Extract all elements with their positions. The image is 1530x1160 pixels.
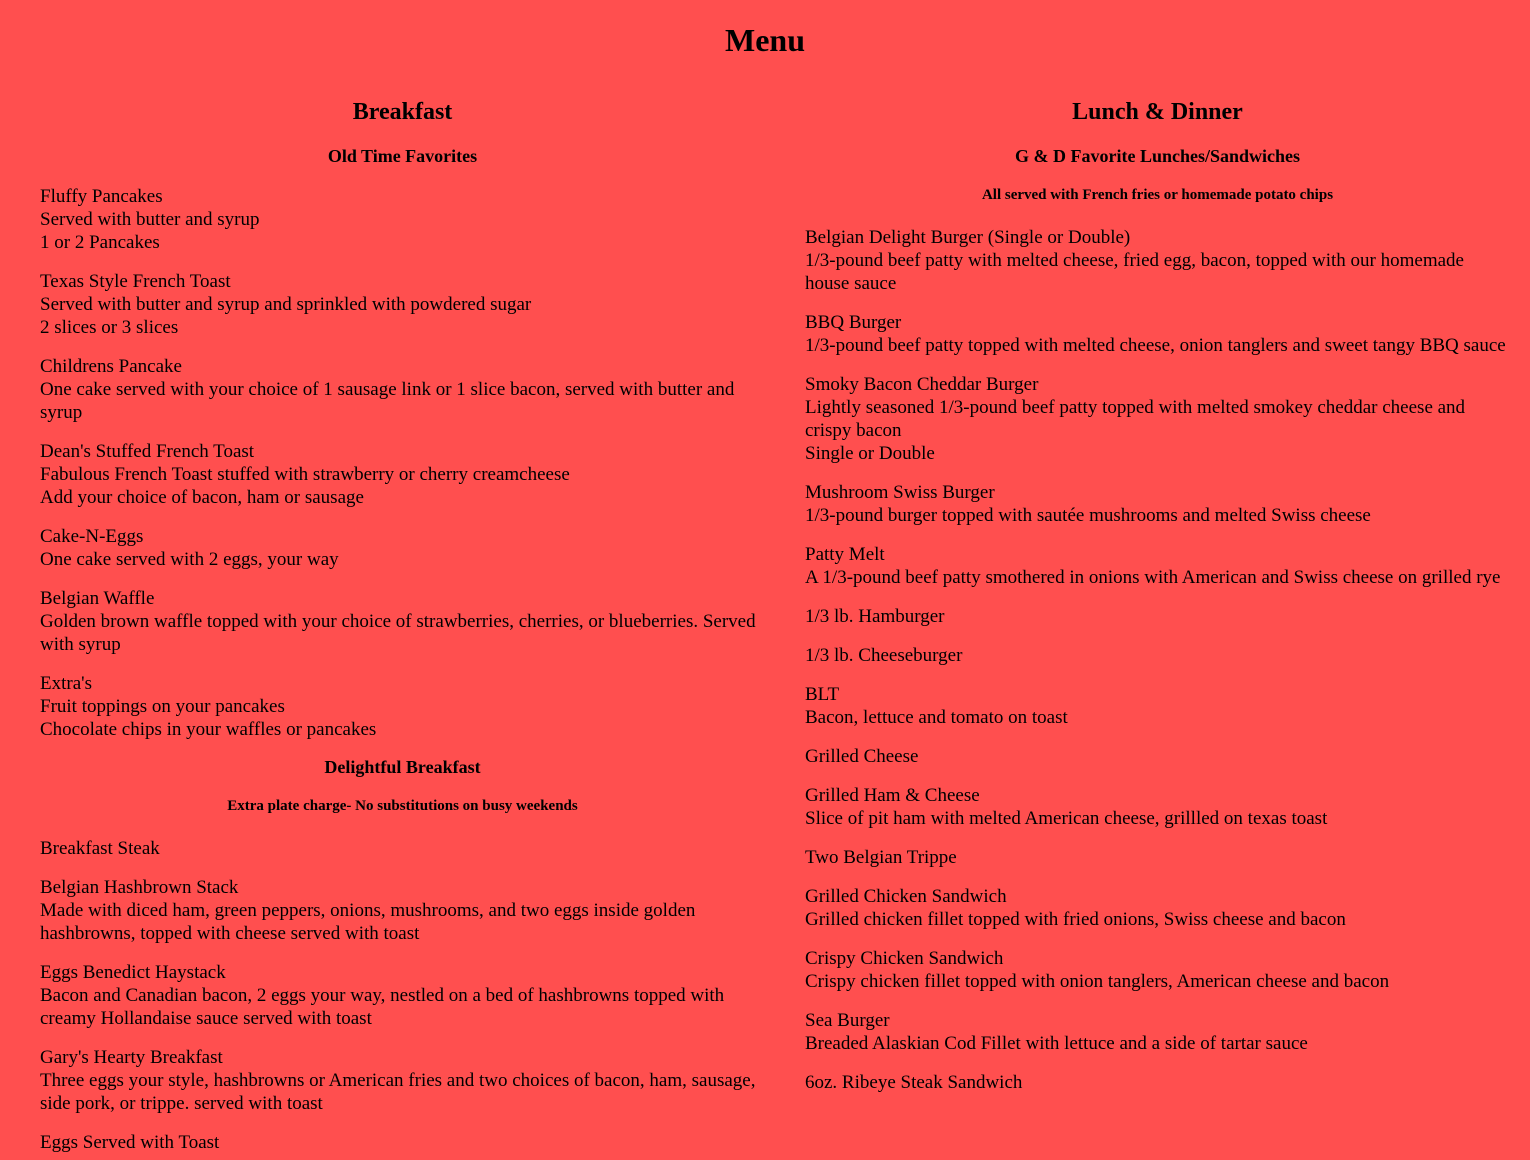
menu-item [40, 270, 765, 339]
breakfast-column [40, 94, 765, 1154]
menu-item [40, 672, 765, 741]
menu-item [40, 1046, 765, 1115]
menu-item-description: One cake served with 2 eggs, your way [40, 549, 339, 570]
menu-item [805, 683, 1510, 729]
menu-item-description: Fabulous French Toast stuffed with strawberry or cherry creamcheese [40, 464, 570, 485]
menu-item [805, 846, 1510, 869]
menu-item-name: Extra's [40, 673, 92, 694]
menu-item [40, 185, 765, 254]
menu-item-name: 6oz. Ribeye Steak Sandwich [805, 1072, 1023, 1093]
menu-item-name: Grilled Ham & Cheese [805, 785, 980, 806]
menu-item [805, 605, 1510, 628]
menu-item-description: 1/3-pound burger topped with sautée mushrooms and melted Swiss cheese [805, 505, 1371, 526]
menu-item-description: Made with diced ham, green peppers, onions, mushrooms, and two eggs inside golden hashbrowns, topped with cheese served with toast [40, 900, 696, 944]
menu-item [40, 440, 765, 509]
menu-item-name: Childrens Pancake [40, 356, 182, 377]
menu-item-description: One cake served with your choice of 1 sausage link or 1 slice bacon, served with butter and syrup [40, 379, 735, 423]
menu-item-description: Bacon, lettuce and tomato on toast [805, 707, 1068, 728]
menu-item-name: Smoky Bacon Cheddar Burger [805, 374, 1039, 395]
lunch-dinner-column [805, 94, 1510, 1094]
menu-item [805, 745, 1510, 768]
menu-item [805, 481, 1510, 527]
menu-item [40, 525, 765, 571]
menu-item-description: 1 or 2 Pancakes [40, 232, 160, 253]
menu-item [805, 1009, 1510, 1055]
menu-item-description: Single or Double [805, 443, 935, 464]
menu-item [805, 311, 1510, 357]
menu-item-description: 1/3-pound beef patty with melted cheese, fried egg, bacon, topped with our homemade house sauce [805, 250, 1464, 294]
menu-item-description: Lightly seasoned 1/3-pound beef patty topped with melted smokey cheddar cheese and crispy bacon [805, 397, 1466, 441]
menu-item-name: Breakfast Steak [40, 838, 160, 859]
favorite-lunches-list [805, 226, 1510, 1094]
menu-item [40, 355, 765, 424]
menu-item [805, 226, 1510, 295]
menu-item-description: Grilled chicken fillet topped with fried onions, Swiss cheese and bacon [805, 909, 1346, 930]
menu-item-name: Patty Melt [805, 544, 885, 565]
menu-item-name: Belgian Hashbrown Stack [40, 877, 239, 898]
menu-item [805, 1071, 1510, 1094]
menu-item-name: Two Belgian Trippe [805, 847, 957, 868]
menu-item [805, 373, 1510, 465]
menu-item-name: Belgian Delight Burger (Single or Double) [805, 227, 1131, 248]
favorite-lunches-title: G & D Favorite Lunches/Sandwiches [1014, 146, 1300, 166]
menu-item [40, 961, 765, 1030]
menu-item [40, 587, 765, 656]
menu-item-description: A 1/3-pound beef patty smothered in onions with American and Swiss cheese on grilled rye [805, 567, 1501, 588]
menu-item-name: Eggs Served with Toast [40, 1132, 220, 1153]
menu-item-description: 1/3-pound beef patty topped with melted cheese, onion tanglers and sweet tangy BBQ sauce [805, 335, 1506, 356]
menu-item-description: Fruit toppings on your pancakes [40, 696, 285, 717]
menu-item [805, 543, 1510, 589]
menu-item-description: Breaded Alaskian Cod Fillet with lettuce and a side of tartar sauce [805, 1033, 1308, 1054]
breakfast-title: Breakfast [352, 99, 453, 125]
menu-item-description: Chocolate chips in your waffles or pancakes [40, 719, 377, 740]
menu-item-name: Grilled Chicken Sandwich [805, 886, 1007, 907]
lunch-dinner-title: Lunch & Dinner [1072, 99, 1243, 125]
menu-item-name: Eggs Benedict Haystack [40, 962, 226, 983]
menu-item-name: BLT [805, 684, 840, 705]
menu-item-description: Add your choice of bacon, ham or sausage [40, 487, 364, 508]
menu-item-name: Texas Style French Toast [40, 271, 231, 292]
menu-item-description: Three eggs your style, hashbrowns or American fries and two choices of bacon, ham, sausage, side pork, or trippe. served with toast [40, 1070, 756, 1114]
menu-item-name: Gary's Hearty Breakfast [40, 1047, 223, 1068]
menu-item-name: Cake-N-Eggs [40, 526, 144, 547]
menu-item-name: Mushroom Swiss Burger [805, 482, 995, 503]
menu-item-description: Served with butter and syrup [40, 209, 260, 230]
menu-item-description: Crispy chicken fillet topped with onion tanglers, American cheese and bacon [805, 971, 1390, 992]
menu-item-name: Grilled Cheese [805, 746, 919, 767]
menu-item-name: Crispy Chicken Sandwich [805, 948, 1004, 969]
menu-item [805, 644, 1510, 667]
menu-item [40, 837, 765, 860]
menu-item-name: Fluffy Pancakes [40, 186, 163, 207]
menu-item [805, 885, 1510, 931]
menu-item-name: BBQ Burger [805, 312, 902, 333]
delightful-breakfast-note: Extra plate charge- No substitutions on busy weekends [227, 798, 578, 814]
menu-item [40, 1131, 765, 1154]
menu-item-name: Dean's Stuffed French Toast [40, 441, 255, 462]
menu-item-description: Bacon and Canadian bacon, 2 eggs your way, nestled on a bed of hashbrowns topped with creamy Hollandaise sauce served with toast [40, 985, 725, 1029]
menu-item-description: 2 slices or 3 slices [40, 317, 179, 338]
old-time-favorites-list [40, 185, 765, 741]
favorite-lunches-note: All served with French fries or homemade potato chips [981, 187, 1334, 203]
menu-item [40, 876, 765, 945]
menu-item-description: Served with butter and syrup and sprinkled with powdered sugar [40, 294, 532, 315]
menu-item-name: 1/3 lb. Cheeseburger [805, 645, 963, 666]
menu-item-description: Slice of pit ham with melted American cheese, grillled on texas toast [805, 808, 1328, 829]
menu-item-name: Belgian Waffle [40, 588, 155, 609]
page-title: Menu [725, 22, 805, 58]
menu-item-description: Golden brown waffle topped with your choice of strawberries, cherries, or blueberries. Served with syrup [40, 611, 756, 655]
old-time-favorites-title: Old Time Favorites [327, 146, 478, 166]
menu-item-name: 1/3 lb. Hamburger [805, 606, 945, 627]
menu-item [805, 784, 1510, 830]
delightful-breakfast-title: Delightful Breakfast [324, 757, 481, 777]
delightful-breakfast-list [40, 837, 765, 1154]
menu-item-name: Sea Burger [805, 1010, 890, 1031]
menu-item [805, 947, 1510, 993]
